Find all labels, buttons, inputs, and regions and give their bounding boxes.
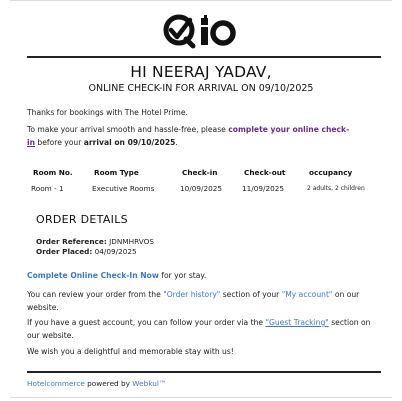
top-divider xyxy=(10,0,392,1)
room-no-cell: Room - 1 xyxy=(31,183,64,193)
footer xyxy=(27,379,166,388)
webkul-link[interactable]: Webkul™ xyxy=(132,379,167,388)
order-details-title: ORDER DETAILS xyxy=(36,213,128,226)
guest-tracking-link[interactable]: "Guest Tracking" xyxy=(265,318,329,327)
arrival-end: . xyxy=(175,137,178,147)
rooms-table xyxy=(27,164,381,196)
occupancy-cell: 2 adults, 2 children xyxy=(307,184,365,192)
col-check-in: Check-in xyxy=(182,167,218,177)
review-suffix: on our xyxy=(332,290,360,299)
order-reference xyxy=(36,237,154,246)
col-check-out: Check-out xyxy=(244,167,286,177)
order-placed xyxy=(36,247,137,256)
guest-prefix: If you have a guest account, you can follow your order via the xyxy=(27,318,266,327)
cta-rest: for yor stay. xyxy=(158,271,207,280)
order-reference-label: Order Reference: xyxy=(36,237,107,246)
closing-text: We wish you a delightful and memorable stay with us! xyxy=(27,347,234,356)
guest-suffix: section on xyxy=(328,318,371,327)
hotelcommerce-link[interactable]: Hotelcommerce xyxy=(27,379,85,388)
arrival-date: arrival on 09/10/2025 xyxy=(83,137,176,147)
my-account-link[interactable]: "My account" xyxy=(281,290,333,299)
bottom-divider xyxy=(10,397,392,398)
thanks-text: Thanks for bookings with The Hotel Prime. xyxy=(27,108,188,117)
order-placed-value: 04/09/2025 xyxy=(92,247,137,256)
checkin-subtitle: ONLINE CHECK-IN FOR ARRIVAL ON 09/10/2025 xyxy=(88,83,314,94)
order-history-link[interactable]: "Order history" xyxy=(163,290,221,299)
online-checkin-link[interactable]: complete your online check- xyxy=(228,125,350,134)
qlo-logo-mark xyxy=(163,11,239,51)
arrival-mid: before your xyxy=(35,137,84,147)
table-row xyxy=(27,180,381,196)
guest-paragraph xyxy=(27,317,381,342)
check-out-cell: 11/09/2025 xyxy=(242,183,285,193)
col-room-no: Room No. xyxy=(33,167,73,177)
online-checkin-link-end[interactable]: in xyxy=(27,137,36,147)
cta-paragraph xyxy=(27,270,381,283)
review-line2: website. xyxy=(27,302,59,312)
footer-divider xyxy=(27,371,381,373)
review-prefix: You can review your order from the xyxy=(27,290,164,299)
header-divider xyxy=(27,56,381,58)
col-occupancy: occupancy xyxy=(309,167,353,177)
arrival-paragraph xyxy=(27,124,381,149)
review-paragraph xyxy=(27,289,381,314)
col-room-type: Room Type xyxy=(94,167,139,177)
check-in-cell: 10/09/2025 xyxy=(180,183,223,193)
review-mid: section of your xyxy=(220,290,282,299)
order-reference-value: JDNMHRVOS xyxy=(106,237,154,246)
greeting: HI NEERAJ YADAV, xyxy=(130,63,272,81)
arrival-prefix: To make your arrival smooth and hassle-free, please xyxy=(27,125,229,134)
guest-line2: our website. xyxy=(27,330,74,340)
rooms-table-header xyxy=(27,164,381,180)
order-placed-label: Order Placed: xyxy=(36,247,93,256)
qlo-logo xyxy=(0,10,402,52)
complete-checkin-link[interactable]: Complete Online Check-In Now xyxy=(27,271,159,280)
room-type-cell: Executive Rooms xyxy=(92,183,155,193)
footer-powered: powered by xyxy=(84,379,133,388)
